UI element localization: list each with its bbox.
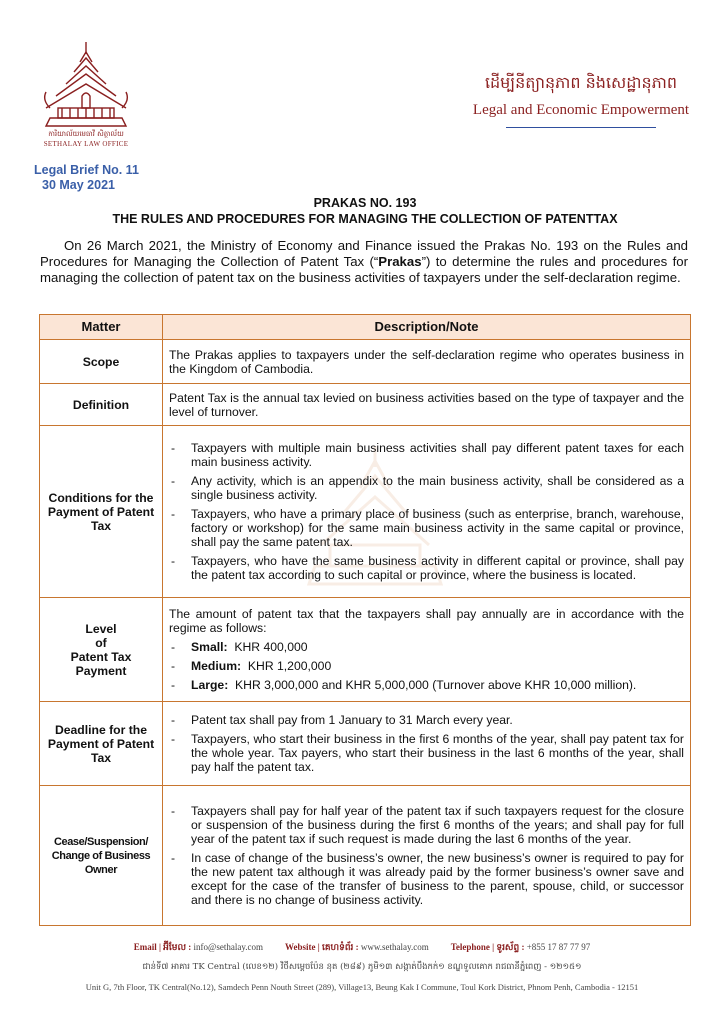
header-matter: Matter xyxy=(40,315,163,340)
bullet-text: Taxpayers, who start their business in the first 6 months of the year, shall pay patent tax for the whole year. Tax payers, who start their business in the last 6 months of the year, shall pay half the patent tax. xyxy=(191,732,684,774)
list-item xyxy=(169,554,684,582)
bullet-dash: - xyxy=(171,554,176,568)
brand-underline xyxy=(506,127,656,128)
website-label: Website | គេហទំព័រ : xyxy=(284,942,359,952)
list-item xyxy=(169,507,684,549)
bullet-text: Taxpayers, who have a primary place of business (such as enterprise, branch, warehouse, factory or workshop) for the same main business activity in the same capital or province, shall pay the same patent tax. xyxy=(191,507,684,549)
list-item xyxy=(169,474,684,502)
level-value: KHR 1,200,000 xyxy=(247,659,332,673)
brand-tagline xyxy=(466,72,696,128)
bullet-text: Taxpayers with multiple main business activities shall pay different patent taxes for each main business activity. xyxy=(191,441,684,469)
logo-english-text: SETHALAY LAW OFFICE xyxy=(43,140,129,148)
table-row-conditions xyxy=(40,426,691,598)
desc-scope: The Prakas applies to taxpayers under the self-declaration regime who operates business in the Kingdom of Cambodia. xyxy=(163,340,691,384)
list-item xyxy=(169,713,684,727)
bullet-dash: - xyxy=(171,640,176,654)
intro-text-after: ”) to determine the rules and procedures for managing the collection of patent tax on the business activities of taxpayers under the self-declaration regime. xyxy=(40,254,688,285)
bullet-dash: - xyxy=(171,507,176,521)
level-value: KHR 400,000 xyxy=(234,640,308,654)
table-row-deadline xyxy=(40,702,691,786)
level-value: KHR 3,000,000 and KHR 5,000,000 (Turnover above KHR 10,000 million). xyxy=(235,678,637,692)
intro-paragraph xyxy=(40,238,688,286)
website-link[interactable]: www.sethalay.com xyxy=(360,942,429,952)
brief-date: 30 May 2021 xyxy=(42,178,115,192)
document-subtitle: THE RULES AND PROCEDURES FOR MANAGING THE COLLECTION OF PATENTTAX xyxy=(112,212,618,226)
temple-logo-icon xyxy=(36,40,136,128)
brand-english: Legal and Economic Empowerment xyxy=(472,102,690,118)
bullet-dash: - xyxy=(171,474,176,488)
level-large xyxy=(169,678,684,692)
list-item xyxy=(169,441,684,469)
level-label: Large: xyxy=(191,678,229,692)
email-label: Email | អ៊ីមែល : xyxy=(133,942,192,952)
matter-definition: Definition xyxy=(40,384,163,426)
desc-conditions xyxy=(163,426,691,598)
phone-label: Telephone | ទូរស័ព្ទ : xyxy=(450,942,525,952)
table-row-level xyxy=(40,598,691,702)
desc-level xyxy=(163,598,691,702)
list-item xyxy=(169,732,684,774)
desc-cease xyxy=(163,786,691,926)
document-title: PRAKAS NO. 193 xyxy=(313,196,417,210)
bullet-dash: - xyxy=(171,441,176,455)
matter-scope: Scope xyxy=(40,340,163,384)
logo-khmer-text: ការិយាល័យមេធាវី សិត្ថាល័យ xyxy=(48,130,124,138)
matter-cease: Cease/Suspension/ Change of Business Owner xyxy=(40,786,163,926)
level-label: Medium: xyxy=(191,659,242,673)
intro-text-before: On 26 March 2021, the Ministry of Economy and Finance issued the Prakas No. 193 on the Rules and Procedures for Managing the Collection of Patent Tax (“ xyxy=(40,238,688,269)
bullet-text: Taxpayers shall pay for half year of the patent tax if such taxpayers request for the closure or suspension of the business during the first 6 months of the years; and shall pay for full year of the patent tax if such request is made during the last 6 months of the year. xyxy=(191,804,684,846)
brief-number: Legal Brief No. 11 xyxy=(34,163,139,177)
email-link[interactable]: info@sethalay.com xyxy=(193,942,263,952)
brand-khmer: ដើម្បីនីត្យានុភាព និងសេដ្ឋានុភាព xyxy=(484,73,678,92)
legal-brief-info xyxy=(34,163,139,193)
level-label: Small: xyxy=(191,640,228,654)
table-row-cease xyxy=(40,786,691,926)
bullet-text: Patent tax shall pay from 1 January to 31 March every year. xyxy=(191,713,513,727)
footer-address-english: Unit G, 7th Floor, TK Central(No.12), Samdech Penn Nouth Street (289), Village13, Beung Kak I Commune, Toul Kork District, Phnom Penh, Cambodia - 12151 xyxy=(85,982,639,992)
bullet-text: Taxpayers, who have the same business activity in different capital or province, shall pay the patent tax according to such capital or province, where the business is located. xyxy=(191,554,684,582)
patent-tax-table xyxy=(39,314,691,926)
matter-level xyxy=(40,598,163,702)
bullet-text: In case of change of the business’s owner, the new business’s owner is required to pay for the new patent tax although it was already paid by the former business’s owner save and except for the case of the transfer of business to the parent, spouse, child, or successor and there is no change of business activity. xyxy=(191,851,684,907)
bullet-dash: - xyxy=(171,678,176,692)
table-row-scope xyxy=(40,340,691,384)
bullet-dash: - xyxy=(171,732,176,746)
bullet-text: Any activity, which is an appendix to the main business activity, shall be considered as a single business activity. xyxy=(191,474,684,502)
matter-level-line: Payment xyxy=(75,663,127,678)
footer-contact xyxy=(0,942,724,955)
bullet-dash: - xyxy=(171,659,176,673)
list-item xyxy=(169,851,684,907)
matter-level-line: of xyxy=(95,635,107,650)
matter-level-line: Level xyxy=(85,621,117,636)
intro-text-bold: Prakas xyxy=(378,254,422,269)
desc-deadline xyxy=(163,702,691,786)
footer-address-khmer: ជាន់ទី៧ អាគារ TK Central (លេខ១២) វិថីសម្ដេចប៉ែន នុត (២៨៩) ភូមិ១៣ សង្កាត់បឹងកក់១ ខណ្ឌទួលគោក រាជធានីភ្នំពេញ - ១២១៥១ xyxy=(142,962,582,972)
level-medium xyxy=(169,659,684,673)
phone-number: +855 17 87 77 97 xyxy=(526,942,591,952)
header-description: Description/Note xyxy=(163,315,691,340)
sethalay-logo xyxy=(36,40,136,150)
bullet-dash: - xyxy=(171,804,176,818)
matter-level-line: Patent Tax xyxy=(70,649,132,664)
table-header-row xyxy=(40,315,691,340)
level-intro: The amount of patent tax that the taxpayers shall pay annually are in accordance with the regime as follows: xyxy=(169,607,684,635)
table-row-definition xyxy=(40,384,691,426)
matter-deadline: Deadline for the Payment of Patent Tax xyxy=(40,702,163,786)
bullet-dash: - xyxy=(171,851,176,865)
matter-conditions: Conditions for the Payment of Patent Tax xyxy=(40,426,163,598)
desc-definition: Patent Tax is the annual tax levied on business activities based on the type of taxpayer and the level of turnover. xyxy=(163,384,691,426)
level-small xyxy=(169,640,684,654)
list-item xyxy=(169,804,684,846)
bullet-dash: - xyxy=(171,713,176,727)
